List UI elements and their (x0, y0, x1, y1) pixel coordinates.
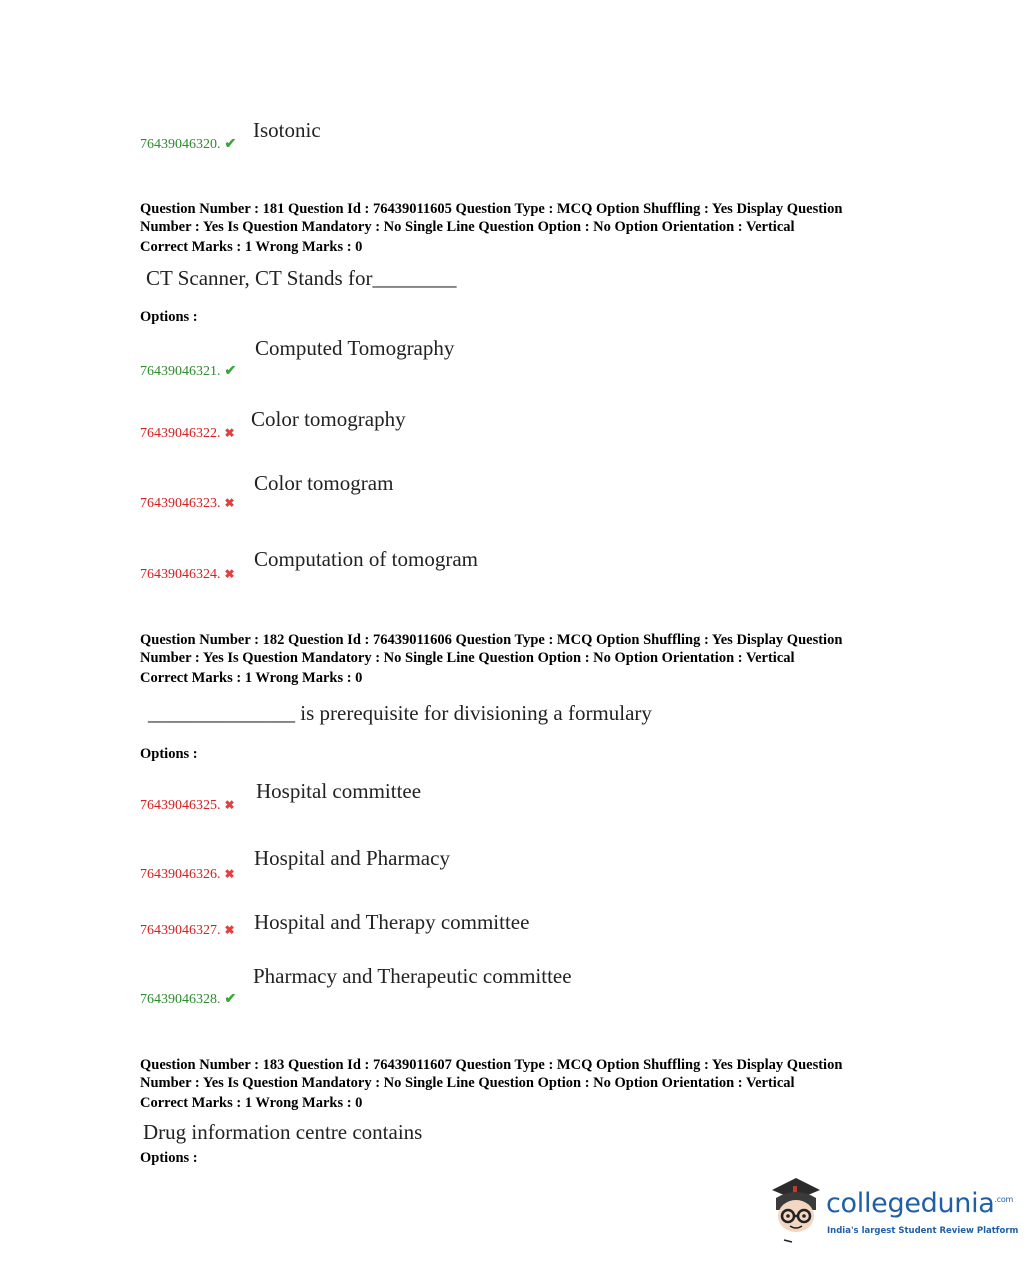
question-marks: Correct Marks : 1 Wrong Marks : 0 (140, 670, 363, 686)
question-text: ______________ is prerequisite for divisioning a formulary (148, 701, 652, 725)
cross-icon: ✖ (224, 923, 235, 937)
option-id-label: 76439046321. (140, 364, 221, 379)
cross-icon: ✖ (224, 867, 235, 881)
question-marks: Correct Marks : 1 Wrong Marks : 0 (140, 239, 363, 255)
option-text: Color tomogram (254, 471, 394, 495)
logo-wordmark: collegedunia (826, 1188, 995, 1219)
question-text: CT Scanner, CT Stands for________ (146, 266, 457, 290)
option-id-label: 76439046326. (140, 867, 221, 882)
cross-icon: ✖ (224, 496, 235, 510)
check-icon: ✔ (224, 992, 237, 1007)
option-id (140, 923, 235, 939)
option-id-label: 76439046325. (140, 798, 221, 813)
option-id (140, 496, 235, 512)
option-text: Computed Tomography (255, 336, 455, 360)
cross-icon: ✖ (224, 567, 235, 581)
meta-line: Question Number : 182 Question Id : 76439011606 Question Type : MCQ Option Shuffling : Yes Display Question (140, 632, 843, 648)
mascot-icon (766, 1176, 826, 1246)
option-id (140, 798, 235, 814)
option-text: Isotonic (253, 118, 321, 142)
option-id-label: 76439046322. (140, 426, 221, 441)
option-text: Computation of tomogram (254, 547, 478, 571)
question-marks: Correct Marks : 1 Wrong Marks : 0 (140, 1095, 363, 1111)
option-text: Hospital committee (256, 779, 422, 803)
options-label: Options : (140, 746, 198, 762)
question-text: Drug information centre contains (143, 1120, 423, 1144)
question-meta (140, 631, 900, 667)
option-id (140, 426, 235, 442)
option-text: Hospital and Therapy committee (254, 910, 530, 934)
collegedunia-logo (766, 1176, 1019, 1248)
cross-icon: ✖ (224, 426, 235, 440)
option-id (140, 567, 235, 583)
options-label: Options : (140, 309, 198, 325)
option-text: Hospital and Pharmacy (254, 846, 450, 870)
option-id-label: 76439046324. (140, 567, 221, 582)
question-meta (140, 1056, 900, 1092)
option-text: Pharmacy and Therapeutic committee (253, 964, 572, 988)
option-id (140, 991, 236, 1008)
cross-icon: ✖ (224, 798, 235, 812)
meta-line: Number : Yes Is Question Mandatory : No Single Line Question Option : No Option Orientation : Vertical (140, 1075, 795, 1091)
logo-domain: .com (994, 1195, 1013, 1204)
question-meta (140, 200, 900, 236)
option-id (140, 867, 235, 883)
option-id-label: 76439046320. (140, 137, 221, 152)
option-id (140, 136, 236, 153)
meta-line: Question Number : 181 Question Id : 76439011605 Question Type : MCQ Option Shuffling : Yes Display Question (140, 201, 843, 217)
option-id-label: 76439046328. (140, 992, 221, 1007)
option-id (140, 363, 236, 380)
meta-line: Number : Yes Is Question Mandatory : No Single Line Question Option : No Option Orientation : Vertical (140, 219, 795, 235)
meta-line: Question Number : 183 Question Id : 76439011607 Question Type : MCQ Option Shuffling : Yes Display Question (140, 1057, 843, 1073)
check-icon: ✔ (224, 364, 237, 379)
check-icon: ✔ (224, 137, 237, 152)
option-text: Color tomography (251, 407, 406, 431)
option-id-label: 76439046323. (140, 496, 221, 511)
meta-line: Number : Yes Is Question Mandatory : No Single Line Question Option : No Option Orientation : Vertical (140, 650, 795, 666)
options-label: Options : (140, 1150, 198, 1166)
logo-tagline: India's largest Student Review Platform (827, 1226, 1019, 1236)
option-id-label: 76439046327. (140, 923, 221, 938)
